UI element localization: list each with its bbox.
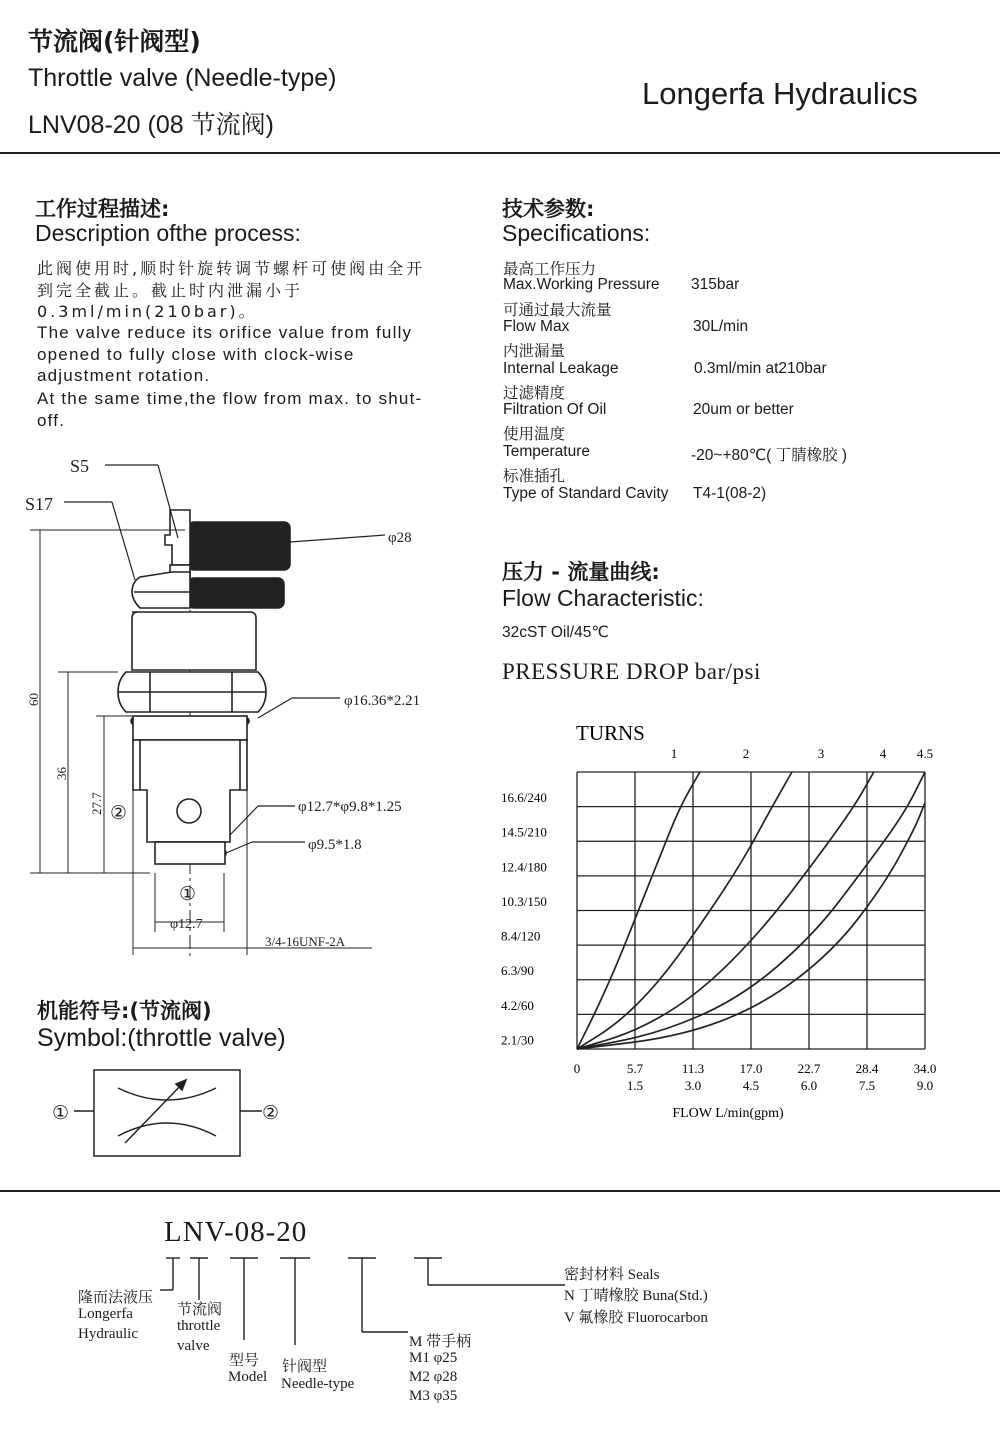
y-tick-label: 2.1/30 xyxy=(501,1032,534,1048)
title-cn: 节流阀(针阀型) xyxy=(28,27,201,56)
spec-heading-en: Specifications: xyxy=(502,220,651,246)
needle-cn: 针阀型 xyxy=(282,1359,328,1375)
label-d127b: φ12.7 xyxy=(170,917,203,932)
type-en1: throttle xyxy=(177,1318,221,1334)
symbol-heading-cn: 机能符号:(节流阀) xyxy=(37,999,212,1023)
process-heading-cn: 工作过程描述: xyxy=(35,197,170,221)
type-cn: 节流阀 xyxy=(177,1302,223,1318)
spec-label-cn: 使用温度 xyxy=(503,425,566,443)
x-tick-label: 22.7 xyxy=(797,1061,821,1076)
x-tick-label: 34.0 xyxy=(913,1061,937,1076)
spec-label-cn: 可通过最大流量 xyxy=(503,301,612,319)
chart-x-ticks xyxy=(574,1061,937,1093)
throttle-symbol xyxy=(40,1060,300,1165)
spec-label-cn: 最高工作压力 xyxy=(503,260,597,278)
section-divider xyxy=(0,1190,1000,1192)
label-d127: φ12.7*φ9.8*1.25 xyxy=(298,799,402,815)
model-title: LNV08-20 (08 节流阀) xyxy=(28,111,274,139)
handwheel-top xyxy=(188,522,290,570)
label-s5: S5 xyxy=(70,456,90,476)
chart-title: TURNS xyxy=(576,721,645,745)
series-label: 1 xyxy=(670,746,678,761)
spec-label-en: Temperature xyxy=(503,443,591,460)
y-tick-label: 8.4/120 xyxy=(501,928,541,944)
process-text-en1: The valve reduce its orifice value from fully opened to fully close with clock-wise adjustment rotation. xyxy=(37,323,413,385)
spec-value: -20~+80℃( 丁腈橡胶 ) xyxy=(691,447,848,464)
spec-label-en: Type of Standard Cavity xyxy=(503,485,669,502)
thread-section xyxy=(133,716,247,740)
x-tick-label: 11.3 xyxy=(681,1061,705,1076)
y-tick-label: 6.3/90 xyxy=(501,963,534,979)
symbol-heading-en: Symbol:(throttle valve) xyxy=(37,1024,286,1052)
flow-chart xyxy=(490,710,960,1130)
brand-cn: 隆而法液压 xyxy=(78,1290,154,1306)
spec-label-cn: 过滤精度 xyxy=(503,384,566,402)
port-hole xyxy=(177,799,201,823)
dim-60: 60 xyxy=(26,693,41,706)
cartridge-body xyxy=(133,740,247,842)
header-divider xyxy=(0,152,1000,154)
symbol-port-1: ① xyxy=(52,1103,70,1124)
handle-m: M 带手柄 xyxy=(409,1334,472,1350)
model-en: Model xyxy=(228,1369,268,1385)
chart-series-labels xyxy=(671,746,933,761)
x-tick-label-gpm: 1.5 xyxy=(626,1078,644,1093)
spec-heading-cn: 技术参数: xyxy=(502,197,595,221)
dim-36: 36 xyxy=(54,767,69,780)
port-1-label: ① xyxy=(179,884,197,905)
label-s17: S17 xyxy=(25,494,54,514)
label-d95: φ9.5*1.8 xyxy=(308,837,362,853)
needle-en: Needle-type xyxy=(281,1376,355,1392)
x-tick-label: 5.7 xyxy=(626,1061,644,1076)
handle-m1: M1 φ25 xyxy=(409,1350,458,1366)
spec-value: 30L/min xyxy=(693,318,749,335)
x-tick-label-gpm: 4.5 xyxy=(742,1078,760,1093)
spec-value: 0.3ml/min at210bar xyxy=(694,360,827,377)
model-cn: 型号 xyxy=(229,1353,260,1369)
x-tick-label-gpm: 6.0 xyxy=(800,1078,818,1093)
x-tick-label-gpm: 3.0 xyxy=(684,1078,702,1093)
series-label: 4 xyxy=(879,746,887,761)
spec-label-en: Internal Leakage xyxy=(503,360,619,377)
brand-name: Longerfa Hydraulics xyxy=(642,76,918,111)
x-tick-label-gpm: 7.5 xyxy=(858,1078,876,1093)
spec-label-en: Max.Working Pressure xyxy=(503,276,660,293)
pressure-drop-title: PRESSURE DROP bar/psi xyxy=(502,659,761,684)
brand-en1: Longerfa xyxy=(78,1306,133,1322)
flow-heading-cn: 压力 - 流量曲线: xyxy=(502,560,660,584)
oil-condition: 32cST Oil/45℃ xyxy=(502,624,609,641)
order-code: LNV-08-20 xyxy=(164,1216,308,1248)
series-label: 4.5 xyxy=(916,746,934,761)
chart-y-ticks xyxy=(501,790,547,1047)
port-2-label: ② xyxy=(110,803,128,824)
handwheel-bottom xyxy=(188,578,284,608)
y-tick-label: 4.2/60 xyxy=(501,997,534,1013)
label-d28: φ28 xyxy=(388,530,412,546)
spec-label-cn: 标准插孔 xyxy=(503,467,566,485)
title-en: Throttle valve (Needle-type) xyxy=(28,64,337,92)
spec-value: T4-1(08-2) xyxy=(693,485,767,502)
x-tick-label: 17.0 xyxy=(739,1061,763,1076)
series-label: 2 xyxy=(742,746,750,761)
process-text-en2: At the same time,the flow from max. to shut-off. xyxy=(37,389,423,430)
spec-value: 315bar xyxy=(691,276,740,293)
x-tick-label-gpm: 9.0 xyxy=(916,1078,934,1093)
flow-heading-en: Flow Characteristic: xyxy=(502,585,704,611)
y-tick-label: 16.6/240 xyxy=(501,790,547,805)
spec-label-en: Filtration Of Oil xyxy=(503,401,607,418)
dim-27-7: 27.7 xyxy=(89,792,104,815)
valve-drawing xyxy=(15,445,485,970)
process-text-cn: 此阀使用时,顺时针旋转调节螺杆可使阀由全开到完全截止。截止时内泄漏小于0.3ml/min(210bar)。 xyxy=(37,259,426,321)
y-tick-label: 12.4/180 xyxy=(501,859,547,875)
x-tick-label: 28.4 xyxy=(855,1061,879,1076)
y-tick-label: 14.5/210 xyxy=(501,824,547,840)
spec-label-en: Flow Max xyxy=(503,318,570,335)
brand-en2: Hydraulic xyxy=(78,1326,138,1342)
seals-title: 密封材料 Seals xyxy=(564,1267,660,1283)
upper-body xyxy=(132,612,256,670)
label-thread: 3/4-16UNF-2A xyxy=(265,934,346,949)
type-en2: valve xyxy=(177,1338,210,1354)
handle-m2: M2 φ28 xyxy=(409,1369,458,1385)
handle-m3: M3 φ35 xyxy=(409,1388,458,1404)
seal-n: N 丁晴橡胶 Buna(Std.) xyxy=(564,1288,708,1304)
label-d1636: φ16.36*2.21 xyxy=(344,693,421,709)
process-heading-en: Description ofthe process: xyxy=(35,220,301,246)
spec-label-cn: 内泄漏量 xyxy=(503,342,566,360)
symbol-port-2: ② xyxy=(262,1103,280,1124)
seal-v: V 氟橡胶 Fluorocarbon xyxy=(564,1310,708,1326)
nose xyxy=(155,842,225,864)
lock-nut xyxy=(132,572,190,608)
spec-value: 20um or better xyxy=(693,401,794,418)
series-label: 3 xyxy=(817,746,825,761)
chart-x-label: FLOW L/min(gpm) xyxy=(672,1106,784,1121)
x-tick-label: 0 xyxy=(573,1061,581,1076)
y-tick-label: 10.3/150 xyxy=(501,893,547,909)
